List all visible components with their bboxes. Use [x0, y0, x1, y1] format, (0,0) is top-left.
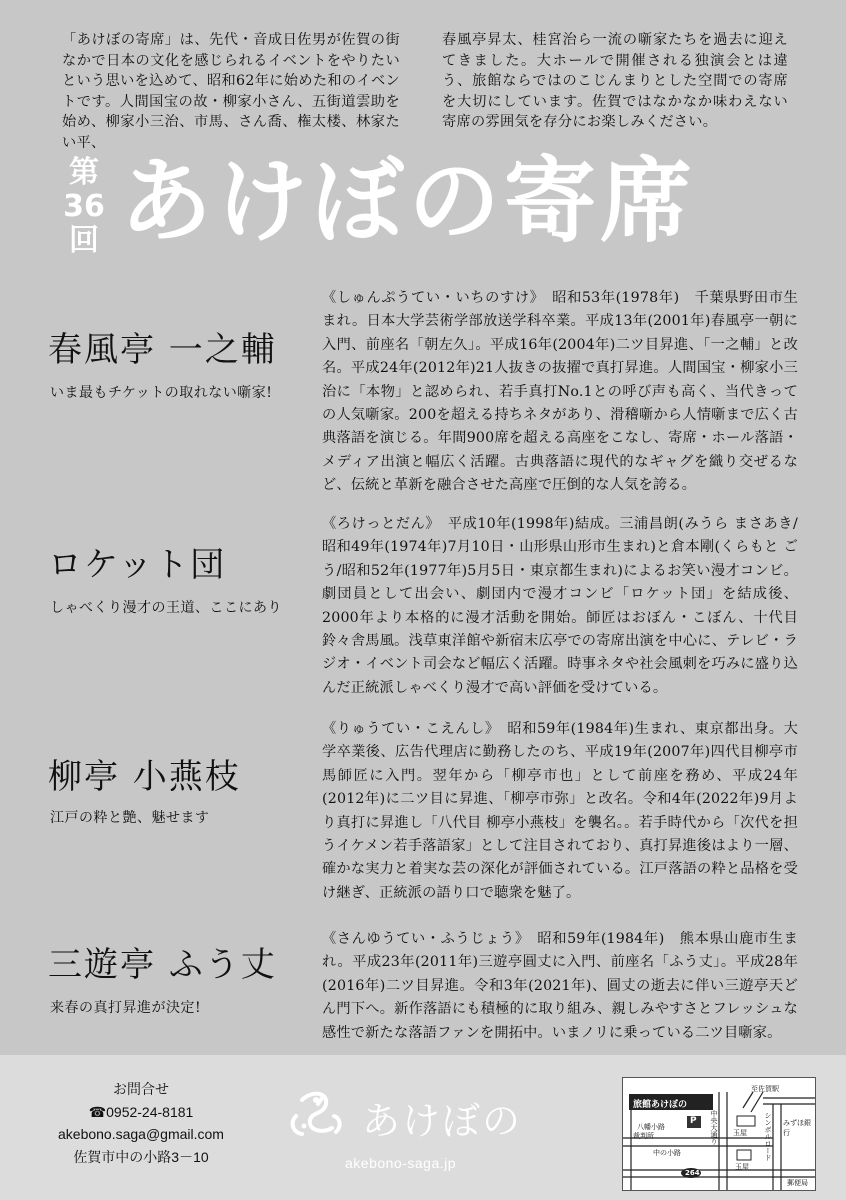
website-link[interactable]: akebono-saga.jp: [345, 1155, 457, 1171]
logo-text: あけぼの: [362, 1099, 523, 1143]
map-label-tamaya-2: 玉屋: [735, 1163, 749, 1171]
map-label-tamaya-1: 玉屋: [733, 1129, 747, 1137]
map-label-mizuho: みずほ銀行: [783, 1119, 811, 1137]
map-label-hachiman: 八幡小路: [637, 1123, 665, 1131]
map-label-nakanokoji: 中の小路: [653, 1149, 681, 1157]
contact-heading: お問合せ: [113, 1081, 169, 1097]
performer-name-ichinosuke: 春風亭 一之輔: [48, 330, 277, 370]
performer-name-fujo: 三遊亭 ふう丈: [48, 945, 277, 985]
performer-tagline-fujo: 来春の真打昇進が決定!: [50, 1000, 202, 1016]
performer-bio-koenshi: 《りゅうてい・こえんし》 昭和59年(1984年)生まれ、東京都出身。大学卒業後、広告代理店に勤務したのち、平成19年(2007年)四代目柳亭市馬師匠に入門。翌年から「柳亭市也」として前座を務め、平成24年(2012年)に二ツ目に昇進、「柳亭市弥」と改名。令和4年(2022年)9月より真打に昇進し「八代目 柳亭小燕枝」を襲名。。若手時代から「次代を担うイケメン若手落語家」として注目されており、真打昇進後はより一層、確かな実力と着実な芸の深化が評価されている。江戸落語の粋と品格を受け継ぎ、正統派の語り口で聴衆を魅了。: [322, 721, 798, 901]
intro-left-text: 「あけぼの寄席」は、先代・音成日佐男が佐賀の街なかで日本の文化を感じられるイベントをやりたいという思いを込めて、昭和62年に始めた和のイベントです。人間国宝の故・柳家小さん、五街道雲助を始め、柳家小三治、市馬、さん喬、権太楼、林家たい平、: [62, 32, 400, 151]
intro-right: [442, 30, 788, 133]
map-label-post: 郵便局: [787, 1179, 808, 1187]
contact-address: 佐賀市中の小路3－10: [73, 1148, 209, 1165]
frog-mascot-icon: [282, 1086, 352, 1142]
performer-bio-ichinosuke: 《しゅんぷうてい・いちのすけ》 昭和53年(1978年) 千葉県野田市生まれ。日本大学芸術学部放送学科卒業。平成13年(2001年)春風亭一朝に入門、前座名「朝左久」。平成16年(2004年)二ツ目昇進、「一之輔」と改名。平成24年(2012年)21人抜きの抜擢で真打昇進。人間国宝・柳家小三治に「本物」と認められ、若手真打No.1との呼び声も高く、当代きっての人気噺家。200を超える持ちネタがあり、滑稽噺から人情噺まで広く古典落語を演じる。年間900席を超える高座をこなし、寄席・ホール落語・メディア出演と幅広く活躍。古典落語に現代的なギャグを織り交ぜるなど、伝統と革新を融合させた高座で圧倒的な人気を誇る。: [322, 290, 798, 494]
intro-right-text: 春風亭昇太、桂宮治ら一流の噺家たちを過去に迎えてきました。大ホールで開催される独演会とは違う、旅館ならではのこじんまりとした空間での寄席を大切にしています。佐賀ではなかなか味わえない寄席の雰囲気を存分にお楽しみください。: [442, 32, 788, 131]
map-label-chuo: 中央大通り: [710, 1110, 718, 1145]
map-label-ryokan: 旅館あけぼの: [633, 1100, 688, 1110]
page-title: あけぼの寄席: [120, 148, 697, 255]
performer-tagline-koenshi: 江戸の粋と艶、魅せます: [50, 810, 210, 826]
edition-number: 36: [63, 189, 105, 224]
performer-bio-rocketdan: 《ろけっとだん》 平成10年(1998年)結成。三浦昌朗(みうら まさあき/昭和49年(1974年)7月10日・山形県山形市生まれ)と倉本剛(くらもと ごう/昭和52年(1977年)5月5日・東京都生まれ)によるお笑い漫才コンビ。劇団員として出会い、劇団内で漫才コンビ「ロケット団」を結成後、2000年より本格的に漫才活動を開始。師匠はおぼん・こぼん、十代目鈴々舎馬風。浅草東洋館や新宿末広亭での寄席出演を中心に、テレビ・ラジオ・イベント司会など幅広く活躍。時事ネタや社会風刺を巧みに盛り込んだ正統派しゃべくり漫才で高い評価を受けている。: [322, 516, 798, 696]
title-row: [62, 150, 782, 270]
logo: [282, 1086, 582, 1142]
performer-tagline-ichinosuke: いま最もチケットの取れない噺家!: [50, 385, 273, 401]
performer-tagline-rocketdan: しゃべくり漫才の王道、ここにあり: [50, 600, 282, 616]
map-label-station: 至佐賀駅: [751, 1085, 779, 1093]
contact-block: [36, 1078, 246, 1168]
performer-name-koenshi: 柳亭 小燕枝: [48, 757, 241, 797]
intro-left: [62, 30, 400, 154]
performer-name-rocketdan: ロケット団: [48, 545, 227, 585]
access-map: [622, 1077, 816, 1191]
contact-phone[interactable]: ☎0952-24-8181: [88, 1103, 194, 1120]
performer-bio-fujo: 《さんゆうてい・ふうじょう》 昭和59年(1984年) 熊本県山鹿市生まれ。平成23年(2011年)三遊亭圓丈に入門、前座名「ふう丈」。平成28年(2016年)二ツ目昇進。令和3年(2021年)、圓丈の逝去に伴い三遊亭天どん門下へ。新作落語にも積極的に取り組み、親しみやすさとフレッシュな感性で新たな落語ファンを開拓中。いまノリに乗っている二ツ目噺家。: [322, 931, 798, 1041]
edition-bottom: 回: [69, 223, 99, 258]
map-parking-icon: P: [690, 1116, 697, 1126]
map-label-symbol-road: シンボルロード: [764, 1112, 772, 1161]
edition-top: 第: [69, 155, 99, 190]
map-label-court: 裁判所: [633, 1132, 654, 1140]
edition-label: [62, 156, 106, 258]
contact-email[interactable]: akebono.saga@gmail.com: [58, 1126, 224, 1142]
map-route-sign: 264: [685, 1169, 700, 1177]
